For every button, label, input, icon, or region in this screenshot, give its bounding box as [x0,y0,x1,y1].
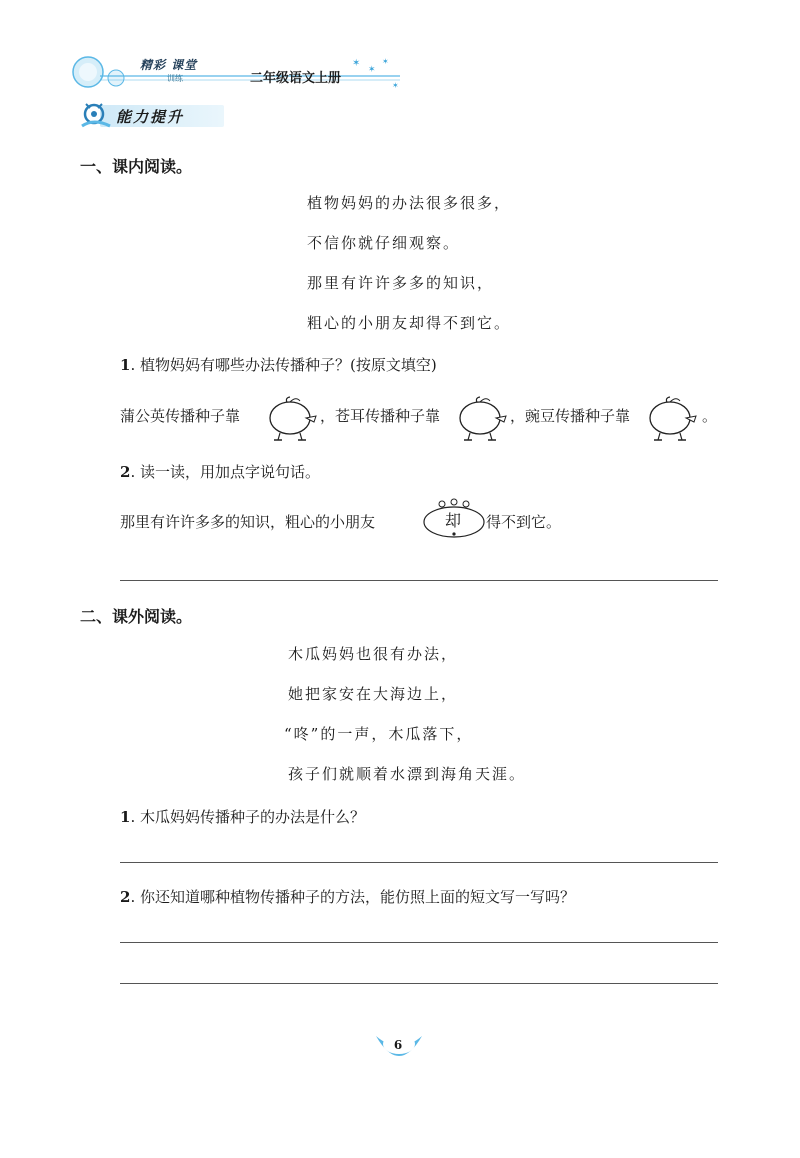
section1-question1 [120,354,437,375]
header-title: 精彩 课堂 [140,58,198,72]
poem1-line4: 粗心的小朋友却得不到它。 [307,314,512,332]
banner-label: 能力提升 [116,108,185,126]
svg-text:✶: ✶ [392,81,399,90]
svg-text:✶: ✶ [368,65,376,75]
section1-title: 一、课内阅读。 [80,157,193,176]
question-number: 2 [120,888,131,906]
answer-line[interactable] [120,580,718,581]
header-decoration [70,52,410,96]
apple-answer-box-2[interactable] [456,396,512,442]
fill-in-row [120,396,740,442]
question-text: . 你还知道哪种植物传播种子的方法，能仿照上面的短文写一写吗？ [130,888,575,906]
poem2-line4: 孩子们就顺着水漂到海角天涯。 [288,765,527,783]
poem2-line3: “咚”的一声，木瓜落下， [284,725,474,743]
page-number: 6 [393,1038,403,1052]
answer-line[interactable] [120,862,718,863]
svg-text:✶: ✶ [352,58,361,69]
question-text: . 读一读，用加点字说句话。 [130,463,320,481]
highlight-cloud [422,498,488,540]
apple-answer-box-1[interactable] [266,396,322,442]
fill-part2: ，苍耳传播种子靠 [320,407,441,425]
page-number-badge [374,1032,424,1064]
example-sentence-after: 得不到它。 [486,513,562,531]
poem2-line1: 木瓜妈妈也很有办法， [288,645,459,663]
poem1-line2: 不信你就仔细观察。 [307,234,461,252]
question-number: 2 [120,463,131,481]
question-number: 1 [120,356,131,374]
poem1-line1: 植物妈妈的办法很多很多， [307,194,512,212]
fill-part1: 蒲公英传播种子靠 [120,407,241,425]
answer-line[interactable] [120,983,718,984]
question-text: . 植物妈妈有哪些办法传播种子？(按原文填空) [130,356,437,374]
example-sentence-before: 那里有许许多多的知识，粗心的小朋友 [120,513,376,531]
apple-answer-box-3[interactable] [646,396,702,442]
header-grade: 二年级语文上册 [250,71,342,86]
section2-question2 [120,886,575,907]
section2-title: 二、课外阅读。 [80,607,193,626]
answer-line[interactable] [120,942,718,943]
question-number: 1 [120,808,131,826]
highlight-char: 却 [444,511,461,530]
poem1-line3: 那里有许许多多的知识， [307,274,495,292]
section-banner [76,100,226,132]
header-subtitle: 训练 [167,74,183,83]
svg-text:✶: ✶ [382,57,389,66]
fill-end: 。 [702,407,718,425]
ability-icon [76,100,116,132]
section2-question1 [120,806,365,827]
question-text: . 木瓜妈妈传播种子的办法是什么？ [130,808,365,826]
page-header [70,52,410,96]
poem2-line2: 她把家安在大海边上， [288,685,459,703]
fill-part3: ，豌豆传播种子靠 [510,407,631,425]
section1-question2 [120,461,320,482]
